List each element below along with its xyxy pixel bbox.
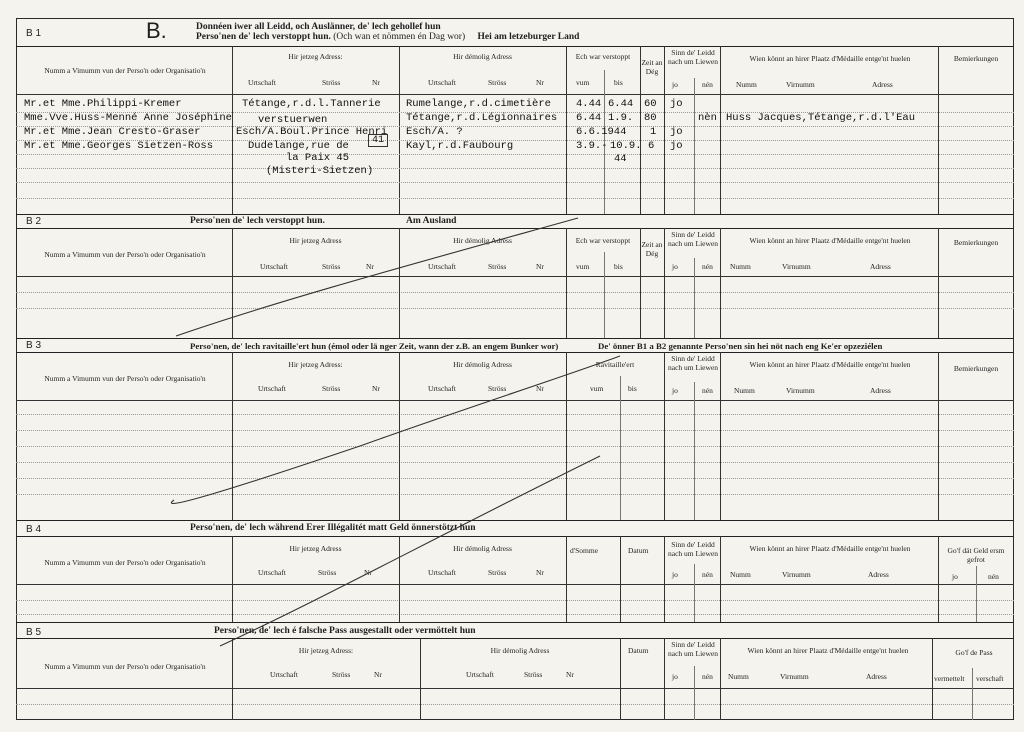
b1-row3-vum: 6.6.1944 xyxy=(576,126,627,138)
b1-sub-vimumm: Virnumm xyxy=(786,80,815,89)
b4-sub-urtschaft-2: Urtschaft xyxy=(428,568,456,577)
b1-row3-jo: jo xyxy=(670,126,683,138)
b1-current-extra-2: (Misteri-Sietzen) xyxy=(266,165,374,177)
b3-top-line xyxy=(16,352,1014,353)
b1-current-extra-1: la Paix 45 xyxy=(286,152,350,164)
b2-code: B 2 xyxy=(26,216,42,227)
b3-sub-bis: bis xyxy=(628,384,637,393)
b2-vl-6 xyxy=(720,228,721,338)
b2-col-sinn: Sinn de' Leidd nach um Liewen xyxy=(668,230,718,248)
b4-vl-5 xyxy=(664,536,665,622)
b2-sub-urtschaft-2: Urtschaft xyxy=(428,262,456,271)
b3-row-line-4 xyxy=(16,462,1014,463)
header-line1: Donnéen iwer all Leidd, och Auslänner, de' lech gehollef hun xyxy=(196,22,441,32)
b4-sub-stross: Ströss xyxy=(318,568,337,577)
b1-box-number: 41 xyxy=(368,134,388,147)
b5-vl-5 xyxy=(664,638,665,720)
b3-sub-stross-2: Ströss xyxy=(488,384,507,393)
b3-vl-1 xyxy=(232,352,233,520)
b2-title: Perso'nen de' lech verstoppt hun. xyxy=(190,216,325,226)
b4-vl-3a xyxy=(620,536,621,622)
b1-bis-extra: 44 xyxy=(614,153,627,165)
b2-col-remarks: Bemierkungen xyxy=(953,238,999,247)
b1-col-name: Numm a Vimumm vun der Perso'n oder Organisatio'n xyxy=(44,66,206,75)
b5-sub-nr-2: Nr xyxy=(566,670,574,679)
b3-vl-3a xyxy=(620,376,621,520)
b4-sub-stross-2: Ströss xyxy=(488,568,507,577)
b2-sub-nr: Nr xyxy=(366,262,374,271)
b4-sub-urtschaft: Urtschaft xyxy=(258,568,286,577)
b2-sub-bis: bis xyxy=(614,262,623,271)
b1-row2-former: Tétange,r.d.Légionnaires xyxy=(406,112,558,124)
b1-bottom-line xyxy=(16,214,1014,215)
b1-col-former: Hir démolig Adress xyxy=(453,52,512,61)
b4-col-former: Hir démolig Adress xyxy=(453,544,512,553)
b4-vl-3 xyxy=(566,536,567,622)
b1-row3-current: Esch/A.Boul.Prince Henri xyxy=(236,126,388,138)
b1-sub-stross: Ströss xyxy=(322,78,341,87)
b5-sub-stross: Ströss xyxy=(332,670,351,679)
b4-header-bottom xyxy=(16,584,1014,585)
b5-sub-vimumm: Virnumm xyxy=(780,672,809,681)
b1-row-line-4 xyxy=(16,154,1014,155)
b5-sub-vermettelt: vermettelt xyxy=(934,674,965,683)
b1-row1-name: Mr.et Mme.Philippi-Kremer xyxy=(24,98,182,110)
b2-sub-jo: jo xyxy=(672,262,678,271)
b4-sub-nen-2: nén xyxy=(988,572,999,581)
b3-col-medal: Wien könnt an hirer Plaatz d'Médaille entge'nt huelen xyxy=(749,360,911,369)
b4-sub-jo-2: jo xyxy=(952,572,958,581)
b1-row-line-7 xyxy=(16,198,1014,199)
b2-vl-5 xyxy=(664,228,665,338)
b1-sub-nr-2: Nr xyxy=(536,78,544,87)
b5-header-bottom xyxy=(16,688,1014,689)
b3-title-b: De' önner B1 a B2 genannte Perso'nen sin hei nöt nach eng Ke'er opzeziélen xyxy=(598,341,883,351)
b1-sub-vum: vum xyxy=(576,78,590,87)
b4-col-geld: Go'f dät Geld ersm gefrot xyxy=(947,546,1005,564)
b3-sub-urtschaft-2: Urtschaft xyxy=(428,384,456,393)
b4-sub-nen: nén xyxy=(702,570,713,579)
b5-sub-stross-2: Ströss xyxy=(524,670,543,679)
b2-sub-adress: Adress xyxy=(870,262,891,271)
b5-vl-8 xyxy=(972,668,973,720)
b2-vl-7 xyxy=(938,228,939,338)
b2-vl-3a xyxy=(604,252,605,338)
b5-title: Perso'nen, de' lech é falsche Pass ausgestallt oder vermöttelt hun xyxy=(214,626,476,636)
b4-vl-5a xyxy=(694,564,695,622)
b1-row1-current: Tétange,r.d.l.Tannerie xyxy=(242,98,381,110)
b3-row-line-1 xyxy=(16,414,1014,415)
header-line2-b: (Och wan et nömmen én Dag wor) xyxy=(333,32,466,42)
b1-row4-current: Dudelange,rue de xyxy=(248,140,349,152)
b3-sub-nen: nén xyxy=(702,386,713,395)
b3-vl-7 xyxy=(938,352,939,520)
b1-col-medal: Wien könnt an hirer Plaatz d'Médaille entge'nt huelen xyxy=(749,54,911,63)
b4-bottom-line xyxy=(16,622,1014,623)
b5-vl-3 xyxy=(620,638,621,720)
b1-sub-stross-2: Ströss xyxy=(488,78,507,87)
b3-vl-3 xyxy=(566,352,567,520)
b5-col-datum: Datum xyxy=(628,646,649,655)
b5-vl-7 xyxy=(932,638,933,720)
b4-sub-jo: jo xyxy=(672,570,678,579)
b5-col-current: Hir jetzeg Adress: xyxy=(298,646,354,655)
b2-col-current: Hir jetzeg Adress xyxy=(289,236,342,245)
b3-bottom-line xyxy=(16,520,1014,521)
b4-col-current: Hir jetzeg Adress xyxy=(289,544,342,553)
b1-row3-zeit: 1 xyxy=(650,126,657,138)
b2-row-line-1 xyxy=(16,292,1014,293)
b2-col-hidden: Ech war verstoppt xyxy=(575,236,631,245)
b2-sub-nen: nén xyxy=(702,262,713,271)
b1-col-sinn: Sinn de' Leidd nach um Liewen xyxy=(668,48,718,66)
b3-sub-stross: Ströss xyxy=(322,384,341,393)
b1-row1-vum: 4.44 xyxy=(576,98,602,110)
b3-col-sinn: Sinn de' Leidd nach um Liewen xyxy=(668,354,718,372)
b1-row2-bis: 1.9. xyxy=(608,112,634,124)
b1-top-line xyxy=(16,46,1014,47)
b1-vl-2 xyxy=(399,46,400,214)
b1-sub-jo: jo xyxy=(672,80,678,89)
b3-vl-5a xyxy=(694,382,695,520)
b1-row4-former: Kayl,r.d.Faubourg xyxy=(406,140,514,152)
header-line2 xyxy=(196,32,579,42)
b4-col-datum: Datum xyxy=(628,546,649,555)
b1-col-hidden: Ech war verstoppt xyxy=(575,52,631,61)
b2-top-line xyxy=(16,228,1014,229)
b3-code: B 3 xyxy=(26,340,42,351)
b5-vl-6 xyxy=(720,638,721,720)
b1-row4-zeit: 6 xyxy=(648,140,655,152)
b3-col-ravit: Ravitaille'ert xyxy=(595,360,635,369)
b3-sub-vimumm: Virnumm xyxy=(786,386,815,395)
b1-code: B 1 xyxy=(26,28,42,39)
b5-sub-jo: jo xyxy=(672,672,678,681)
b1-vl-5a xyxy=(694,78,695,214)
b5-sub-urtschaft: Urtschaft xyxy=(270,670,298,679)
b5-sub-verschaft: verschaft xyxy=(976,674,1004,683)
b1-vl-5 xyxy=(664,46,665,214)
b1-row2-zeit: 80 xyxy=(644,112,657,124)
b3-col-former: Hir démolig Adress xyxy=(453,360,512,369)
b2-sub-nr-2: Nr xyxy=(536,262,544,271)
b3-sub-vum: vum xyxy=(590,384,604,393)
b1-row-line-6 xyxy=(16,182,1014,183)
b4-sub-vimumm: Virnumm xyxy=(782,570,811,579)
b1-col-remarks: Bemierkungen xyxy=(953,54,999,63)
b4-vl-7 xyxy=(938,536,939,622)
b5-col-name: Numm a Vimumm vun der Perso'n oder Organisatio'n xyxy=(44,662,206,671)
b3-vl-6 xyxy=(720,352,721,520)
b1-row3-former: Esch/A. ? xyxy=(406,126,463,138)
b2-sub-numm: Numm xyxy=(730,262,751,271)
b5-vl-5a xyxy=(694,666,695,720)
b3-row-line-2 xyxy=(16,430,1014,431)
b1-row-line-5 xyxy=(16,168,1014,169)
b1-sub-adress: Adress xyxy=(872,80,893,89)
b3-vl-2 xyxy=(399,352,400,520)
b1-row4-bis: 10.9. xyxy=(610,140,642,152)
b1-row1-zeit: 60 xyxy=(644,98,657,110)
b3-col-remarks: Bemierkungen xyxy=(953,364,999,373)
b5-col-pass: Go'f de Pass xyxy=(955,648,993,657)
b1-row4-jo: jo xyxy=(670,140,683,152)
b2-vl-5a xyxy=(694,258,695,338)
b3-row-line-5 xyxy=(16,478,1014,479)
b3-col-name: Numm a Vimumm vun der Perso'n oder Organisatio'n xyxy=(44,374,206,383)
b4-col-medal: Wien könnt an hirer Plaatz d'Médaille entge'nt huelen xyxy=(749,544,911,553)
b4-col-name: Numm a Vimumm vun der Perso'n oder Organisatio'n xyxy=(44,558,206,567)
b2-sub-vimumm: Virnumm xyxy=(782,262,811,271)
b3-sub-jo: jo xyxy=(672,386,678,395)
b3-vl-5 xyxy=(664,352,665,520)
b1-sub-urtschaft-2: Urtschaft xyxy=(428,78,456,87)
b4-sub-adress: Adress xyxy=(868,570,889,579)
b4-title: Perso'nen, de' lech während Erer Illégalitét matt Geld önnerstötzt hun xyxy=(190,523,476,533)
b5-sub-urtschaft-2: Urtschaft xyxy=(466,670,494,679)
b1-row2-nen: nèn xyxy=(698,112,717,124)
b4-col-sinn: Sinn de' Leidd nach um Liewen xyxy=(668,540,718,558)
b3-col-current: Hir jetzeg Adress: xyxy=(288,360,343,369)
b1-row2-name: Mme.Vve.Huss-Menné Anne Joséphine xyxy=(24,112,232,124)
b3-title: Perso'nen, de' lech ravitaille'ert hun (émol oder lä nger Zeit, wann der z.B. an engem Bunker wor) xyxy=(190,341,559,351)
b1-row1-former: Rumelange,r.d.cimetière xyxy=(406,98,551,110)
b2-sub-stross-2: Ströss xyxy=(488,262,507,271)
b4-sub-nr-2: Nr xyxy=(536,568,544,577)
b2-sub-stross: Ströss xyxy=(322,262,341,271)
b5-col-former: Hir démolig Adress xyxy=(490,646,550,655)
b3-sub-urtschaft: Urtschaft xyxy=(258,384,286,393)
b5-sub-numm: Numm xyxy=(728,672,749,681)
b4-vl-8 xyxy=(976,566,977,622)
b4-row-line-2 xyxy=(16,614,1014,615)
b2-col-zeit: Zeit an Dég xyxy=(641,240,663,258)
b5-col-medal: Wien könnt an hirer Plaatz d'Médaille entge'nt huelen xyxy=(747,646,909,655)
b2-col-name: Numm a Vimumm vun der Perso'n oder Organisatio'n xyxy=(44,250,206,259)
b2-header-bottom xyxy=(16,276,1014,277)
b1-vl-3 xyxy=(566,46,567,214)
b1-row1-bis: 6.44 xyxy=(608,98,634,110)
b2-sub-vum: vum xyxy=(576,262,590,271)
b4-row-line-1 xyxy=(16,600,1014,601)
b1-header-bottom xyxy=(16,94,1014,95)
header-line2-c: Hei am letzeburger Land xyxy=(477,32,580,42)
b4-sub-numm: Numm xyxy=(730,570,751,579)
b2-sub-urtschaft: Urtschaft xyxy=(260,262,288,271)
b3-sub-numm: Numm xyxy=(734,386,755,395)
b5-top-line xyxy=(16,638,1014,639)
b3-row-line-6 xyxy=(16,494,1014,495)
b4-col-somme: d'Somme xyxy=(570,546,599,555)
b4-top-line xyxy=(16,536,1014,537)
b1-sub-urtschaft: Urtschaft xyxy=(248,78,276,87)
b1-sub-bis: bis xyxy=(614,78,623,87)
b5-col-sinn: Sinn de' Leidd nach um Liewen xyxy=(668,640,718,658)
b2-title-b: Am Ausland xyxy=(406,216,457,226)
b4-vl-6 xyxy=(720,536,721,622)
b3-row-line-3 xyxy=(16,446,1014,447)
b1-sub-nen: nén xyxy=(702,80,713,89)
b1-sub-numm: Numm xyxy=(736,80,757,89)
b3-sub-nr-2: Nr xyxy=(536,384,544,393)
b4-sub-nr: Nr xyxy=(364,568,372,577)
b1-vl-1 xyxy=(232,46,233,214)
b1-row2-vum: 6.44 xyxy=(576,112,602,124)
b1-sub-nr: Nr xyxy=(372,78,380,87)
header-line2-a: Perso'nen de' lech verstoppt hun. xyxy=(196,32,331,42)
b5-sub-adress: Adress xyxy=(866,672,887,681)
b1-row1-jo: jo xyxy=(670,98,683,110)
b5-sub-nr: Nr xyxy=(374,670,382,679)
b3-sub-adress: Adress xyxy=(870,386,891,395)
b2-col-former: Hir démolig Adress xyxy=(453,236,512,245)
b2-row-line-2 xyxy=(16,308,1014,309)
b1-vl-6 xyxy=(720,46,721,214)
b3-header-bottom xyxy=(16,400,1014,401)
b2-col-medal: Wien könnt an hirer Plaatz d'Médaille entge'nt huelen xyxy=(749,236,911,245)
b1-row4-vum: 3.9.- xyxy=(576,140,608,152)
b1-vl-7 xyxy=(938,46,939,214)
b5-sub-nen: nén xyxy=(702,672,713,681)
b1-col-zeit: Zeit an Dég xyxy=(641,58,663,76)
b5-row-line-1 xyxy=(16,704,1014,705)
b2-bottom-line xyxy=(16,338,1014,339)
b1-row3-name: Mr.et Mme.Jean Cresto-Graser xyxy=(24,126,201,138)
b1-col-current: Hir jetzeg Adress: xyxy=(288,52,343,61)
b1-row2-medal: Huss Jacques,Tétange,r.d.l'Eau xyxy=(726,112,916,124)
b5-code: B 5 xyxy=(26,627,42,638)
b1-row2-current: verstuerwen xyxy=(258,114,328,126)
b4-code: B 4 xyxy=(26,524,42,535)
section-letter: B. xyxy=(146,18,167,43)
b3-sub-nr: Nr xyxy=(372,384,380,393)
b1-row4-name: Mr.et Mme.Georges Sietzen-Ross xyxy=(24,140,214,152)
